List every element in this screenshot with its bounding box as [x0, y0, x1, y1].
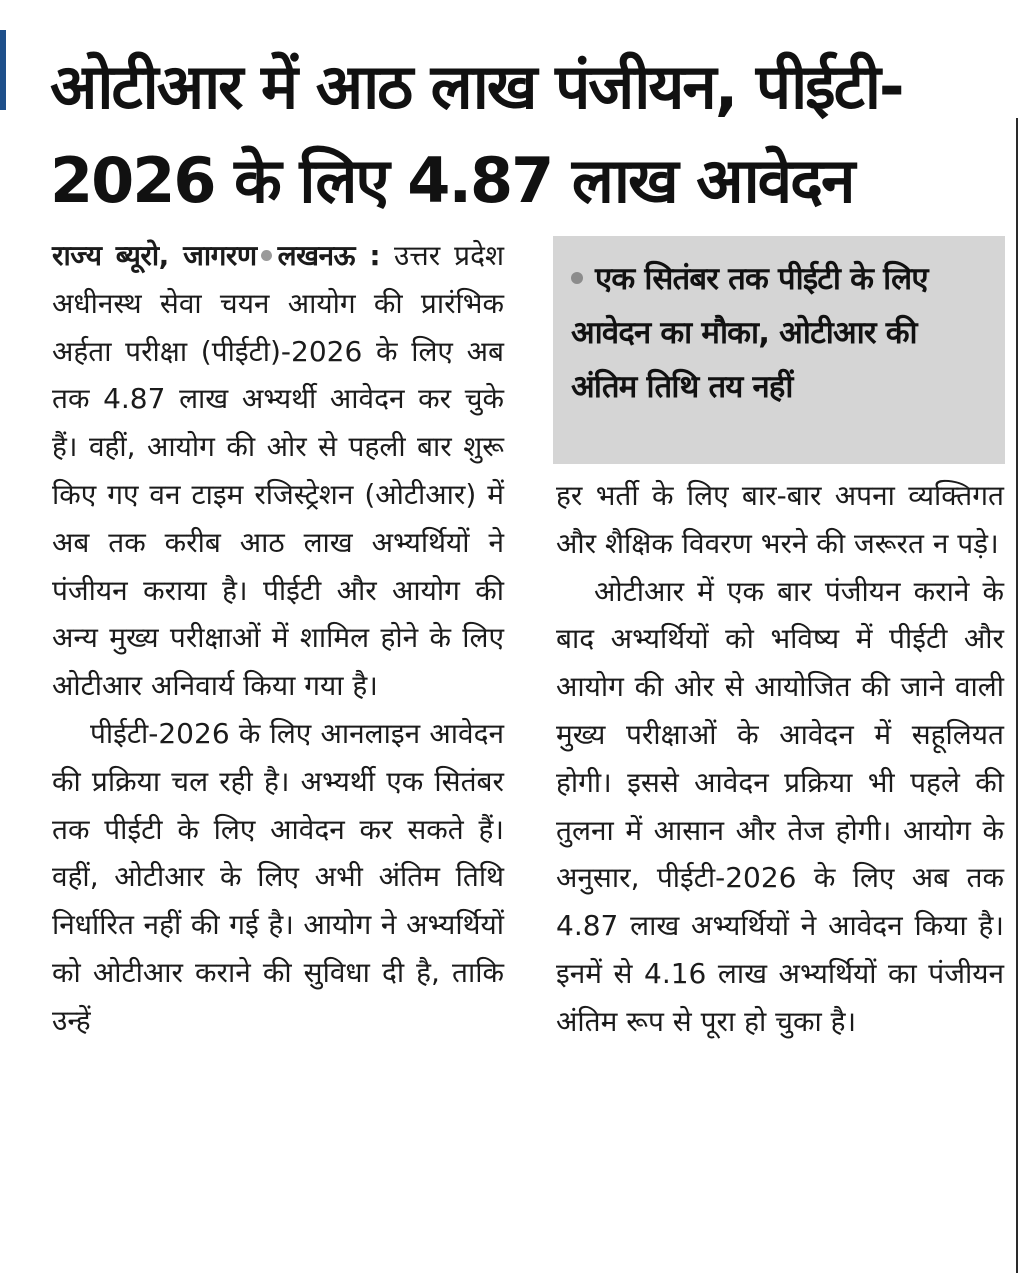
article-column-right: [556, 472, 1004, 1046]
article-paragraph-3: हर भर्ती के लिए बार-बार अपना व्यक्तिगत और शैक्षिक विवरण भरने की जरूरत न पड़े।: [556, 479, 1004, 560]
article-paragraph-2: पीईटी-2026 के लिए आनलाइन आवेदन की प्रक्रिया चल रही है। अभ्यर्थी एक सितंबर तक पीईटी के लिए आवेदन कर सकते हैं। वहीं, ओटीआर के लिए अभी अंतिम तिथि निर्धारित नहीं की गई है। आयोग ने अभ्यर्थियों को ओटीआर कराने की सुविधा दी है, ताकि उन्हें: [52, 716, 504, 1037]
byline-place: लखनऊ :: [277, 239, 381, 272]
paragraph-1-text: उत्तर प्रदेश अधीनस्थ सेवा चयन आयोग की प्रारंभिक अर्हता परीक्षा (पीईटी)-2026 के लिए अब तक 4.87 लाख अभ्यर्थी आवेदन कर चुके हैं। वहीं, आयोग की ओर से पहली बार शुरू किए गए वन टाइम रजिस्ट्रेशन (ओटीआर) में अब तक करीब आठ लाख अभ्यर्थियों ने पंजीयन कराया है। पीईटी और आयोग की अन्य मुख्य परीक्षाओं में शामिल होने के लिए ओटीआर अनिवार्य किया गया है।: [52, 239, 505, 703]
column-divider-rule: [1016, 118, 1018, 1273]
headline-line-2: 2026 के लिए 4.87 लाख आवेदन: [50, 144, 854, 217]
pullquote-box: [553, 236, 1005, 464]
pullquote-bullet-icon: [571, 272, 583, 284]
article-paragraph-1: [52, 232, 504, 710]
byline-bureau: राज्य ब्यूरो, जागरण: [52, 239, 257, 272]
article-paragraph-4: ओटीआर में एक बार पंजीयन कराने के बाद अभ्यर्थियों को भविष्य में पीईटी और आयोग की ओर से आयोजित की जाने वाली मुख्य परीक्षाओं के आवेदन में सहूलियत होगी। इससे आवेदन प्रक्रिया भी पहले की तुलना में आसान और तेज होगी। आयोग के अनुसार, पीईटी-2026 के लिए अब तक 4.87 लाख अभ्यर्थियों ने आवेदन किया है। इनमें से 4.16 लाख अभ्यर्थियों का पंजीयन अंतिम रूप से पूरा हो चुका है।: [556, 574, 1004, 1038]
headline-line-1: ओटीआर में आठ लाख पंजीयन, पीईटी-: [50, 50, 903, 123]
pullquote: [571, 252, 987, 414]
byline-bullet-icon: [261, 250, 272, 261]
pullquote-text: एक सितंबर तक पीईटी के लिए आवेदन का मौका, ओटीआर की अंतिम तिथि तय नहीं: [571, 261, 928, 405]
article-column-left: [52, 232, 504, 1045]
section-accent-bar: [0, 30, 6, 110]
article-headline: [50, 40, 1010, 228]
